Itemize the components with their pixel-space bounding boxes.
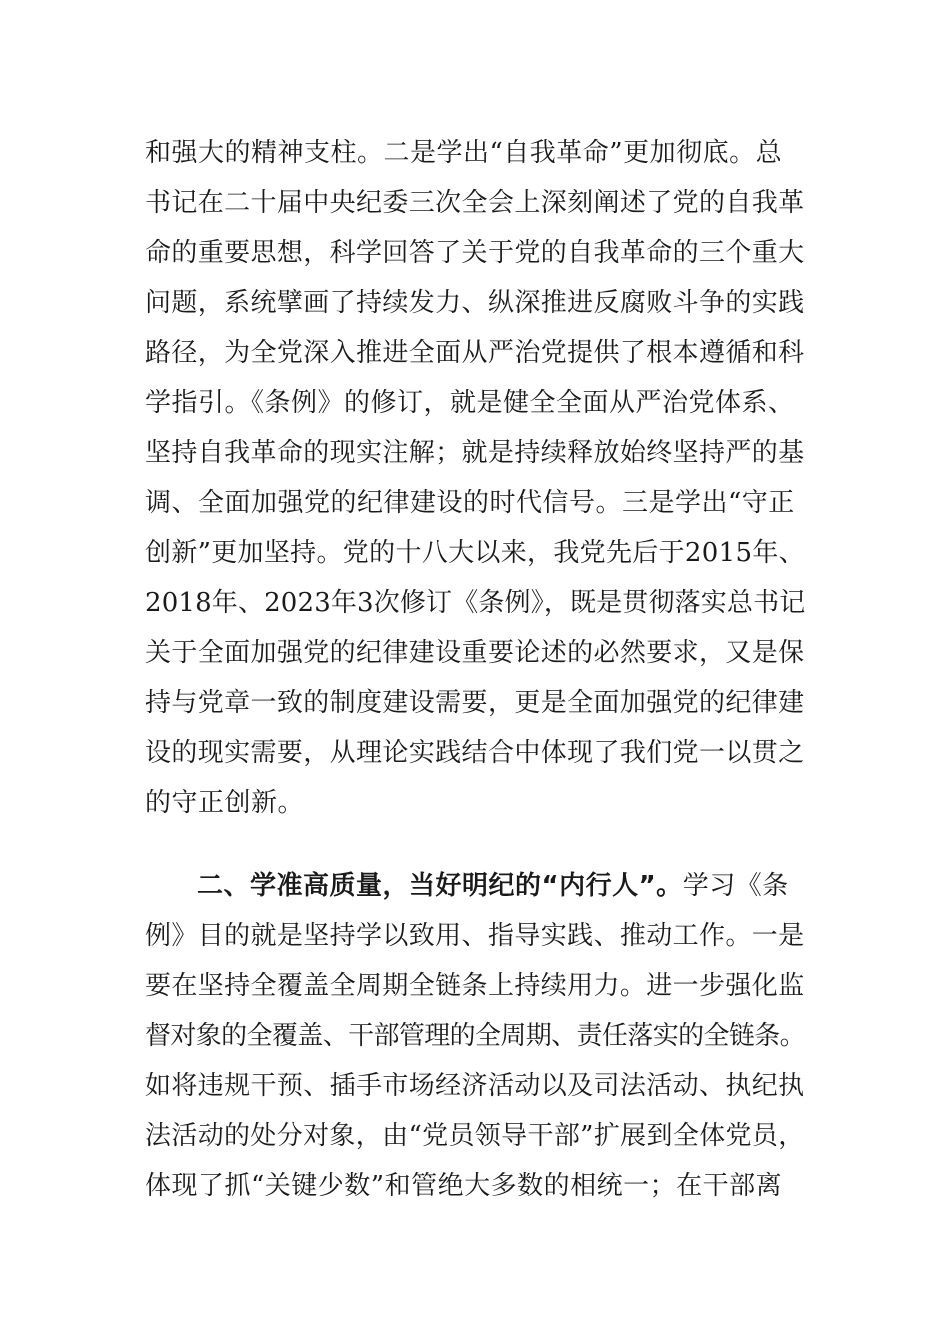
section-heading: 二、学准高质量，当好明纪的“内行人”。 (197, 871, 683, 901)
text-line: 的守正创新。 (145, 788, 305, 818)
text-line: 问题，系统擘画了持续发力、纵深推进反腐败斗争的实践 (145, 288, 805, 318)
paragraph-2-first-line (197, 870, 789, 902)
text-line: 关于全面加强党的纪律建设重要论述的必然要求，又是保 (145, 638, 805, 668)
text-span: 学习《条 (682, 871, 789, 901)
text-line: 持与党章一致的制度建设需要，更是全面加强党的纪律建 (145, 688, 805, 718)
text-line: 例》目的就是坚持学以致用、指导实践、推动工作。一是 (145, 921, 805, 951)
text-line: 要在坚持全覆盖全周期全链条上持续用力。进一步强化监 (145, 971, 805, 1001)
text-line: 学指引。《条例》的修订，就是健全全面从严治党体系、 (145, 388, 795, 418)
text-line: 书记在二十届中央纪委三次全会上深刻阐述了党的自我革 (145, 188, 805, 218)
text-line: 法活动的处分对象，由“党员领导干部”扩展到全体党员， (145, 1121, 805, 1151)
text-line: 命的重要思想，科学回答了关于党的自我革命的三个重大 (145, 238, 805, 268)
text-line: 调、全面加强党的纪律建设的时代信号。三是学出“守正 (145, 488, 795, 518)
text-line: 路径，为全党深入推进全面从严治党提供了根本遵循和科 (145, 338, 805, 368)
text-line: 督对象的全覆盖、干部管理的全周期、责任落实的全链条。 (145, 1021, 806, 1051)
text-line: 创新”更加坚持。党的十八大以来，我党先后于2015年、 (145, 538, 805, 568)
text-line: 如将违规干预、插手市场经济活动以及司法活动、执纪执 (145, 1071, 805, 1101)
text-line: 体现了抓“关键少数”和管绝大多数的相统一；在干部离 (145, 1171, 783, 1201)
text-line: 和强大的精神支柱。二是学出“自我革命”更加彻底。总 (145, 138, 783, 168)
text-line: 坚持自我革命的现实注解；就是持续释放始终坚持严的基 (145, 438, 805, 468)
text-line: 设的现实需要，从理论实践结合中体现了我们党一以贯之 (145, 738, 805, 768)
text-line: 2018年、2023年3次修订《条例》，既是贯彻落实总书记 (145, 588, 806, 618)
